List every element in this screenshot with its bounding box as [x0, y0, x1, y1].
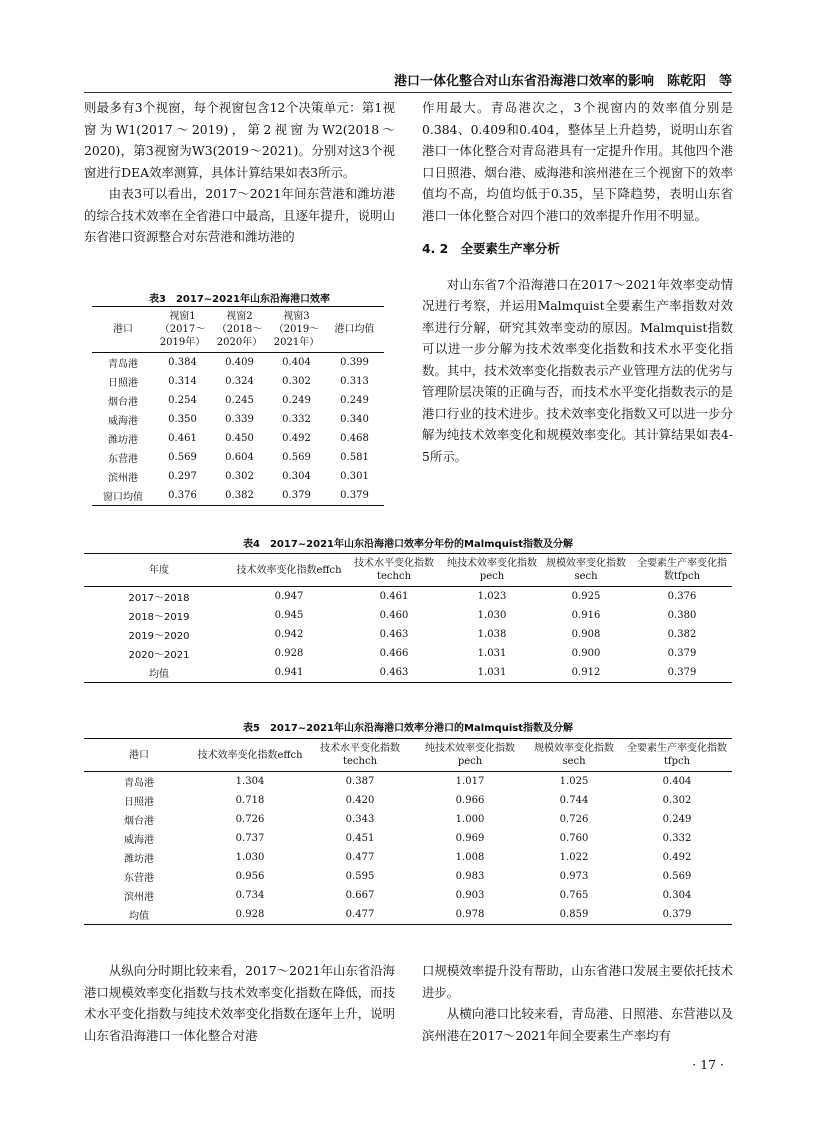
- table-cell: 0.744: [559, 795, 589, 806]
- table-header-cell: 技术效率变化指数effch: [197, 749, 303, 761]
- table5: [84, 738, 732, 925]
- table-row: [84, 886, 732, 905]
- row-label: 日照港: [108, 378, 138, 389]
- table-cell: 0.468: [340, 433, 369, 444]
- table-cell: 0.945: [274, 610, 304, 621]
- table-cell: 0.903: [455, 890, 485, 901]
- table-cell: 0.477: [345, 909, 375, 920]
- table-cell: 0.667: [345, 890, 375, 901]
- header-rule: [84, 92, 732, 93]
- table-cell: 0.379: [662, 909, 692, 920]
- row-label: 东营港: [108, 454, 138, 465]
- table-header-cell: 港口均值: [334, 324, 375, 335]
- table-header-cell: 技术水平变化指数techch: [320, 743, 400, 767]
- row-label: 均值: [129, 911, 149, 922]
- table-cell: 0.302: [282, 376, 311, 387]
- table-cell: 0.302: [225, 471, 254, 482]
- table-cell: 0.925: [571, 591, 601, 602]
- table-cell: 0.451: [345, 833, 375, 844]
- table-cell: 0.737: [235, 833, 265, 844]
- table-row: [92, 486, 384, 506]
- table-cell: 0.254: [168, 395, 197, 406]
- table-row: [92, 429, 384, 448]
- table-cell: 0.760: [559, 833, 589, 844]
- table-cell: 0.466: [379, 648, 409, 659]
- table-row: [92, 410, 384, 429]
- paragraph: 口规模效率提升没有帮助，山东省港口发展主要依托技术进步。: [422, 963, 733, 1000]
- table-cell: 0.404: [662, 776, 692, 787]
- table-cell: 1.008: [455, 852, 485, 863]
- table-row: [84, 663, 732, 683]
- table-cell: 0.404: [282, 357, 311, 368]
- row-label: 2019～2020: [128, 631, 190, 642]
- right-column: [422, 97, 733, 467]
- row-label: 潍坊港: [124, 854, 154, 865]
- row-label: 烟台港: [108, 397, 138, 408]
- table-cell: 0.399: [340, 357, 369, 368]
- table-cell: 0.581: [340, 452, 369, 463]
- table-header-cell: 全要素生产率变化指数tfpch: [627, 743, 727, 767]
- table-row: [84, 644, 732, 663]
- table-cell: 1.017: [455, 776, 485, 787]
- table-row: [92, 467, 384, 486]
- table-cell: 0.966: [455, 795, 485, 806]
- table-cell: 0.332: [662, 833, 692, 844]
- table-cell: 0.382: [225, 490, 254, 501]
- table-row: [84, 606, 732, 625]
- row-label: 2020～2021: [128, 650, 190, 661]
- table-row: [84, 848, 732, 867]
- running-header: 港口一体化整合对山东省沿海港口效率的影响 陈乾阳 等: [393, 74, 732, 89]
- table-header-cell: 规模效率变化指数sech: [534, 743, 614, 767]
- table-header-cell: 视窗2（2018～2020年）: [216, 311, 263, 348]
- table-header-cell: 纯技术效率变化指数pech: [447, 558, 537, 582]
- paragraph: 由表3可以看出，2017～2021年间东营港和潍坊港的综合技术效率在全省港口中最高，且逐年提升，说明山东省港口资源整合对东营港和潍坊港的: [84, 186, 395, 244]
- table4-caption: 表4 2017~2021年山东沿海港口效率分年份的Malmquist指数及分解: [243, 539, 573, 550]
- table-row: [84, 791, 732, 810]
- table5-caption: 表5 2017~2021年山东沿海港口效率分港口的Malmquist指数及分解: [243, 723, 573, 734]
- paragraph: 作用最大。青岛港次之，3个视窗内的效率值分别是0.384、0.409和0.404，整体呈上升趋势，说明山东省港口一体化整合对青岛港具有一定提升作用。其他四个港口日照港、烟台港、威海港和滨州港在三个视窗下的效率值均不高，均值均低于0.35，呈下降趋势，表明山东省港口一体化整合对四个港口的效率提升作用不明显。: [422, 100, 733, 223]
- table-cell: 0.384: [168, 357, 197, 368]
- table-cell: 0.350: [168, 414, 197, 425]
- bottom-right-column: [422, 960, 733, 1046]
- table-row: [84, 867, 732, 886]
- table-cell: 0.376: [667, 591, 697, 602]
- table-row: [92, 391, 384, 410]
- table-cell: 0.409: [225, 357, 254, 368]
- table-cell: 0.765: [559, 890, 589, 901]
- table-cell: 0.604: [225, 452, 254, 463]
- table-cell: 0.379: [282, 490, 311, 501]
- table-cell: 0.947: [274, 591, 304, 602]
- table-cell: 0.912: [571, 667, 601, 678]
- table-header-cell: 年度: [149, 564, 169, 576]
- table-row: [92, 372, 384, 391]
- table-cell: 0.859: [559, 909, 589, 920]
- table-cell: 0.492: [662, 852, 692, 863]
- table-cell: 0.928: [235, 909, 265, 920]
- table-cell: 0.245: [225, 395, 254, 406]
- row-label: 烟台港: [124, 816, 154, 827]
- table-cell: 0.304: [282, 471, 311, 482]
- table-header-cell: 规模效率变化指数sech: [546, 558, 626, 582]
- table-cell: 0.339: [225, 414, 254, 425]
- table-cell: 0.978: [455, 909, 485, 920]
- table-cell: 0.249: [282, 395, 311, 406]
- table-cell: 0.461: [379, 591, 409, 602]
- row-label: 威海港: [108, 416, 138, 427]
- table-cell: 0.900: [571, 648, 601, 659]
- table-cell: 1.304: [235, 776, 265, 787]
- table-cell: 0.734: [235, 890, 265, 901]
- row-label: 日照港: [124, 797, 154, 808]
- table-cell: 0.461: [168, 433, 197, 444]
- table-cell: 0.343: [345, 814, 375, 825]
- table-row: [92, 353, 384, 373]
- table-cell: 0.420: [345, 795, 375, 806]
- paragraph: 从纵向分时期比较来看，2017～2021年山东省沿海港口规模效率变化指数与技术效率变化指数在降低，而技术水平变化指数与纯技术效率变化指数在逐年上升，说明山东省沿海港口一体化整合对港: [84, 963, 395, 1043]
- table-cell: 1.031: [477, 648, 507, 659]
- table-header-cell: 技术效率变化指数effch: [236, 564, 342, 576]
- page-number: · 17 ·: [692, 1057, 724, 1072]
- table-cell: 0.726: [235, 814, 265, 825]
- table-cell: 0.301: [340, 471, 369, 482]
- table-cell: 0.726: [559, 814, 589, 825]
- table-cell: 0.379: [667, 648, 697, 659]
- table-cell: 1.030: [477, 610, 507, 621]
- row-label: 青岛港: [108, 359, 138, 370]
- table-cell: 0.324: [225, 376, 254, 387]
- paragraph: 从横向港口比较来看，青岛港、日照港、东营港以及滨州港在2017～2021年间全要素生产率均有: [422, 1006, 733, 1043]
- section-heading: 4. 2 全要素生产率分析: [422, 241, 560, 256]
- table-cell: 1.030: [235, 852, 265, 863]
- table-cell: 0.477: [345, 852, 375, 863]
- row-label: 2017～2018: [128, 593, 190, 604]
- table-cell: 0.304: [662, 890, 692, 901]
- paragraph: 则最多有3个视窗，每个视窗包含12个决策单元：第1视窗为W1(2017～2019)，第2视窗为W2(2018～2020)，第3视窗为W3(2019～2021)。分别对这3个视窗进行DEA效率测算，具体计算结果如表3所示。: [84, 100, 395, 180]
- table-cell: 0.376: [168, 490, 197, 501]
- table-cell: 0.297: [168, 471, 197, 482]
- row-label: 2018～2019: [128, 612, 190, 623]
- paragraph: 对山东省7个沿海港口在2017～2021年效率变动情况进行考察，并运用Malmquist全要素生产率指数对效率进行分解，研究其效率变动的原因。Malmquist指数可以进一步分解为技术效率变化指数和技术水平变化指数。其中，技术效率变化指数表示产业管理方法的优劣与管理阶层决策的正确与否，而技术水平变化指数表示的是港口行业的技术进步。技术效率变化指数又可以进一步分解为纯技术效率变化和规模效率变化。其计算结果如表4-5所示。: [422, 276, 733, 464]
- table-cell: 1.038: [477, 629, 507, 640]
- table-cell: 0.569: [282, 452, 311, 463]
- row-label: 窗口均值: [103, 492, 143, 503]
- table-cell: 0.249: [340, 395, 369, 406]
- table-header-cell: 全要素生产率变化指数tfpch: [637, 558, 727, 582]
- table-cell: 1.023: [477, 591, 507, 602]
- table-row: [84, 829, 732, 848]
- bottom-left-column: [84, 960, 395, 1046]
- left-column: [84, 97, 395, 248]
- row-label: 均值: [149, 669, 169, 680]
- table-cell: 0.569: [168, 452, 197, 463]
- table-cell: 1.000: [455, 814, 485, 825]
- table-cell: 0.313: [340, 376, 369, 387]
- table-row: [84, 810, 732, 829]
- table-cell: 0.382: [667, 629, 697, 640]
- table-cell: 0.969: [455, 833, 485, 844]
- table-cell: 0.928: [274, 648, 304, 659]
- table-header-cell: 视窗1（2017～2019年）: [159, 311, 206, 348]
- table-row: [84, 772, 732, 792]
- row-label: 威海港: [124, 835, 154, 846]
- table-cell: 1.031: [477, 667, 507, 678]
- table-cell: 0.908: [571, 629, 601, 640]
- table-cell: 0.314: [168, 376, 197, 387]
- table-cell: 0.450: [225, 433, 254, 444]
- table3-caption: 表3 2017~2021年山东沿海港口效率: [148, 294, 330, 305]
- table-cell: 0.302: [662, 795, 692, 806]
- table-cell: 0.332: [282, 414, 311, 425]
- table-cell: 0.941: [274, 667, 304, 678]
- row-label: 滨州港: [108, 473, 138, 484]
- row-label: 东营港: [124, 873, 154, 884]
- table-cell: 0.569: [662, 871, 692, 882]
- table-cell: 0.387: [345, 776, 375, 787]
- table-cell: 0.340: [340, 414, 369, 425]
- table4: [84, 553, 732, 683]
- table-header-cell: 视窗3（2019～2021年）: [273, 311, 320, 348]
- table-cell: 1.025: [559, 776, 589, 787]
- table-cell: 0.379: [340, 490, 369, 501]
- table3: [92, 306, 384, 506]
- table-cell: 0.460: [379, 610, 409, 621]
- table-header-cell: 港口: [113, 324, 133, 335]
- row-label: 青岛港: [124, 778, 154, 789]
- table-header-cell: 港口: [129, 749, 149, 761]
- table-row: [84, 625, 732, 644]
- table-cell: 0.916: [571, 610, 601, 621]
- table-row: [84, 905, 732, 925]
- table-row: [92, 448, 384, 467]
- table-cell: 0.956: [235, 871, 265, 882]
- table-cell: 0.718: [235, 795, 265, 806]
- table-cell: 1.022: [559, 852, 589, 863]
- row-label: 滨州港: [124, 892, 154, 903]
- table-cell: 0.595: [345, 871, 375, 882]
- row-label: 潍坊港: [108, 435, 138, 446]
- table-cell: 0.249: [662, 814, 692, 825]
- table-header-cell: 技术水平变化指数techch: [354, 558, 434, 582]
- table-cell: 0.379: [667, 667, 697, 678]
- table-cell: 0.492: [282, 433, 311, 444]
- table-cell: 0.973: [559, 871, 589, 882]
- table-cell: 0.942: [274, 629, 304, 640]
- table-cell: 0.463: [379, 667, 409, 678]
- table-header-cell: 纯技术效率变化指数pech: [425, 743, 515, 767]
- table-cell: 0.463: [379, 629, 409, 640]
- table-cell: 0.380: [667, 610, 697, 621]
- table-cell: 0.983: [455, 871, 485, 882]
- table-row: [84, 587, 732, 607]
